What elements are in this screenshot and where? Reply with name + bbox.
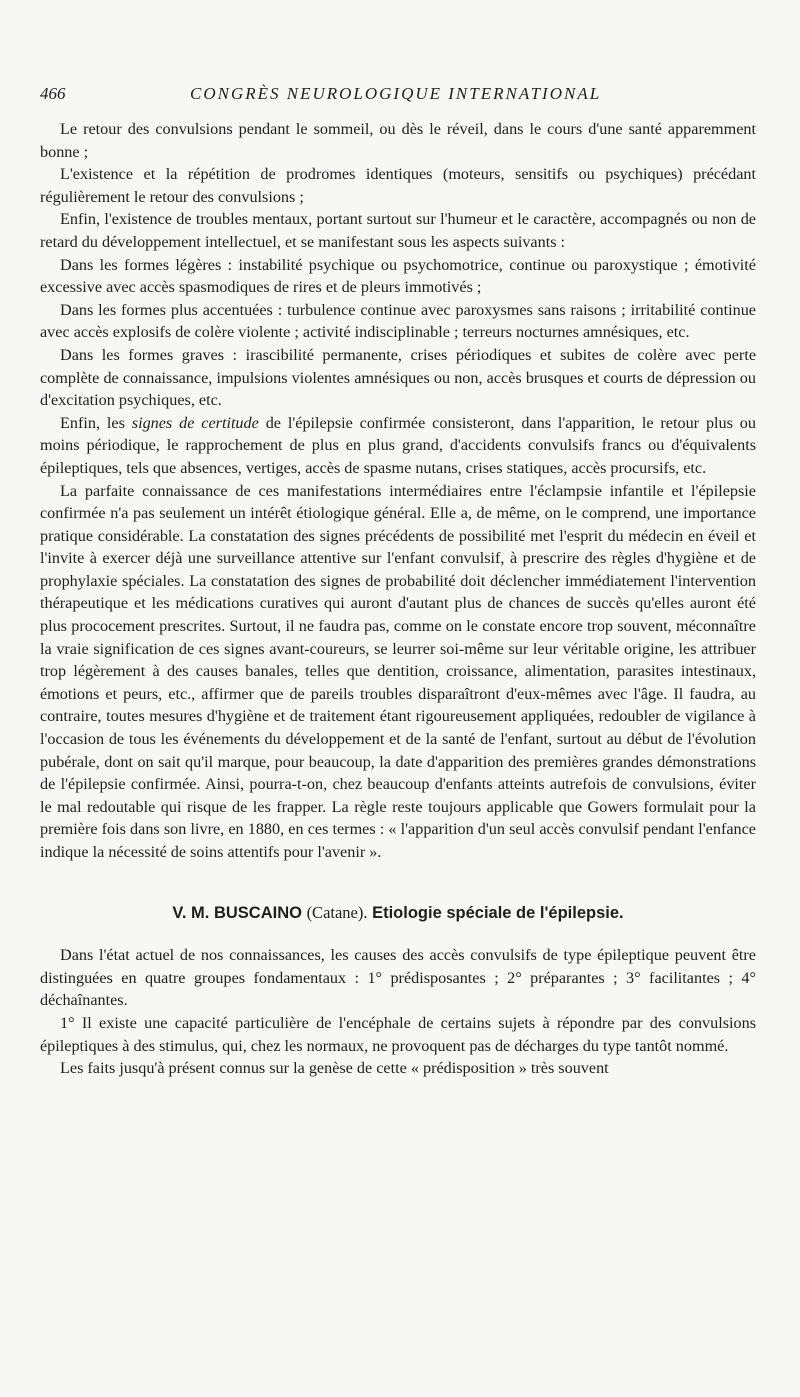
page-header — [40, 84, 760, 106]
running-title: CONGRÈS NEUROLOGIQUE INTERNATIONAL — [190, 84, 602, 103]
paragraph: Le retour des convulsions pendant le sommeil, ou dès le réveil, dans le cours d'une santé apparemment bonne ; — [40, 120, 756, 161]
page-body — [40, 118, 756, 1080]
section-author: V. M. BUSCAINO — [172, 903, 302, 922]
section-heading — [40, 902, 756, 925]
paragraph: La parfaite connaissance de ces manifestations intermédiaires entre l'éclampsie infantile et l'épilepsie confirmée n'a pas seulement un intérêt étiologique général. Elle a, de même, on le comprend, une importance pratique considérable. La constatation des signes précédents de possibilité met l'esprit du médecin en éveil et l'invite à exercer déjà une surveillance attentive sur l'enfant convulsif, à prescrire des règles d'hygiène et de prophylaxie spéciales. La constatation des signes de probabilité doit déclencher immédiatement l'intervention thérapeutique et les médications curatives qui auront d'autant plus de chances de succès qu'elles auront été plus prococement prescrites. Surtout, il ne faudra pas, comme on le constate encore trop souvent, méconnaître la vraie signification de ces signes avant-coureurs, se leurrer soi-même sur leur véritable origine, les attribuer trop légèrement à des causes banales, telles que dentition, croissance, alimentation, parasites intestinaux, émotions et peurs, etc., affirmer que de pareils troubles disparaîtront d'eux-mêmes avec l'âge. Il faudra, au contraire, toutes mesures d'hygiène et de traitement étant rigoureusement appliquées, redoubler de vigilance à l'occasion de tous les événements du développement et de la santé de l'enfant, surtout au début de l'évolution pubérale, dont on sait qu'il marque, pour beaucoup, la date d'apparition des premières grandes démonstrations de l'épilepsie confirmée. Ainsi, pourra-t-on, chez beaucoup d'enfants atteints autrefois de convulsions, éviter le mal redoutable qui risque de les frapper. La règle reste toujours applicable que Gowers formulait pour la première fois dans son livre, en 1880, en ces termes : « l'apparition d'un seul accès convulsif pendant l'enfance indique la nécessité de soins attentifs pour l'avenir ». — [40, 481, 756, 861]
paragraph: Enfin, l'existence de troubles mentaux, portant surtout sur l'humeur et le caractère, accompagnés ou non de retard du développement intellectuel, et se manifestant sous les aspects suivants : — [40, 210, 756, 251]
paragraph: L'existence et la répétition de prodromes identiques (moteurs, sensitifs ou psychiques) précédant régulièrement le retour des convulsions ; — [40, 165, 756, 206]
signs-emphasis: signes de certitude — [131, 413, 259, 432]
paragraph: Les faits jusqu'à présent connus sur la genèse de cette « prédisposition » très souvent — [60, 1059, 609, 1078]
section-title: Etiologie spéciale de l'épilepsie. — [372, 903, 624, 922]
signs-suffix: de l'épilepsie confirmée consisteront, dans l'apparition, le retour plus ou moins périodique, le rapprochement de plus en plus grand, d'accidents convulsifs francs ou d'équivalents épileptiques, tels que absences, vertiges, accès de spasme nutans, crises statiques, accès procursifs, etc. — [40, 413, 756, 477]
paragraph: Dans les formes légères : instabilité psychique ou psychomotrice, continue ou paroxystique ; émotivité excessive avec accès spasmodiques de rires et de pleurs immotivés ; — [40, 255, 756, 297]
paragraph: Dans les formes graves : irascibilité permanente, crises périodiques et subites de colère avec perte complète de connaissance, impulsions violentes amnésiques ou non, accès brusques et courts de dépression ou d'excitation psychiques, etc. — [40, 345, 756, 410]
paragraph: Dans les formes plus accentuées : turbulence continue avec paroxysmes sans raisons ; irritabilité continue avec accès explosifs de colère violente ; activité indisciplinable ; terreurs nocturnes amnésiques, etc. — [40, 300, 756, 342]
signs-prefix: Enfin, les — [60, 413, 132, 432]
section-location: (Catane). — [306, 902, 368, 922]
signs-paragraph — [40, 412, 756, 480]
paragraph: 1° Il existe une capacité particulière de l'encéphale de certains sujets à répondre par des convulsions épileptiques à des stimulus, qui, chez les normaux, ne provoquent pas de décharges du type tantôt nommé. — [40, 1013, 756, 1055]
paragraph: Dans l'état actuel de nos connaissances, les causes des accès convulsifs de type épileptique peuvent être distinguées en quatre groupes fondamentaux : 1° prédisposantes ; 2° préparantes ; 3° facilitantes ; 4° déchaînantes. — [40, 946, 756, 1010]
page-number: 466 — [40, 84, 66, 103]
